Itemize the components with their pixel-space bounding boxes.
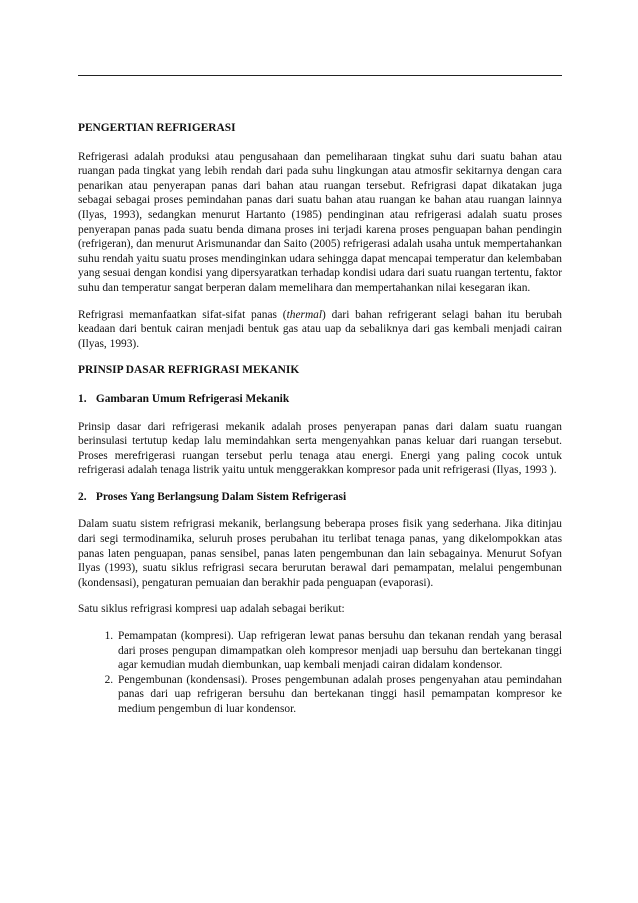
intro-paragraph-2 [78,308,562,352]
subsection-heading-1 [78,392,562,407]
intro-paragraph-2-end: ) dari bahan refrigerant selagi bahan itu berubah keadaan dari bentuk cairan menjadi bentuk gas atau uap da sebaliknya dari gas kembali menjadi cairan (Ilyas, 1993). [78,308,562,350]
document-body [78,121,562,717]
cycle-list-intro: Satu siklus refrigrasi kompresi uap adalah sebagai berikut: [78,603,345,616]
list-item: 2. Pengembunan (kondensasi). Proses pengembunan adalah proses pengenyahan atau pemindahan panas dari uap refrigeran bersuhu dan bertekanan tinggi hasil pemampatan kompresor ke medium pengembun di luar kondensor. [116,673,562,717]
section-title-mechanical: PRINSIP DASAR REFRIGRASI MEKANIK [78,364,300,377]
subsection-number-1: 1. [78,392,87,405]
subsection-number-2: 2. [78,490,87,503]
subsection-heading-2 [78,490,562,505]
intro-paragraph-2-start: Refrigrasi memanfaatkan sifat-sifat panas ( [78,308,287,321]
list-item: 1. Pemampatan (kompresi). Uap refrigeran lewat panas bersuhu dan tekanan rendah yang berasal dari proses pengupan dimampatkan oleh kompresor menjadi uap bersuhu dan bertekanan tinggi agar kemudian mudah diembunkan, uap kembali menjadi cairan didalam kondensor. [116,629,562,673]
cycle-steps-list [78,629,562,717]
header-rule [78,75,562,76]
subsection-title-2: Proses Yang Berlangsung Dalam Sistem Refrigerasi [95,490,347,503]
intro-paragraph-1: Refrigerasi adalah produksi atau pengusahaan dan pemeliharaan tingkat suhu dari suatu bahan atau ruangan pada tingkat yang lebih rendah dari pada suhu lingkungan atau atmosfir sekitarnya dengan cara penarikan atau penyerapan panas dari bahan atau ruangan tersebut. Refrigrasi dapat dikatakan juga sebagai sebagai proses pemindahan panas dari suatu bahan atau ruangan ke bahan atau ruangan lainnya (Ilyas, 1993), sedangkan menurut Hartanto (1985) pendinginan atau refrigerasi adalah suatu proses penyerapan panas pada suatu benda dimana proses ini terjadi karena proses penguapan bahan pendingin (refrigeran), dan menurut Arismunandar dan Saito (2005) refrigerasi adalah usaha untuk mempertahankan suhu rendah yaitu suatu proses mendinginkan udara sehingga dapat mencapai temperatur dan kelembaban yang sesuai dengan kondisi yang dipersyaratkan terhadap kondisi udara dari suatu ruangan tertentu, faktor suhu dan temperatur sangat berperan dalam memelihara dan mempertahankan nilai kesegaran ikan. [78,150,562,294]
subsection-paragraph-1: Prinsip dasar dari refrigerasi mekanik adalah proses penyerapan panas dari dalam suatu ruangan berinsulasi tertutup kedap lalu memindahkan serta mengenyahkan panas keluar dari ruangan tersebut. Proses merefrigerasi ruangan tersebut perlu tenaga atau energi. Energi yang paling cocok untuk refrigerasi adalah tenaga listrik yaitu untuk menggerakkan kompresor pada unit refrigerasi (Ilyas, 1993 ). [78,420,562,477]
subsection-title-1: Gambaran Umum Refrigerasi Mekanik [95,392,290,405]
thermal-term: thermal [286,308,323,321]
subsection-paragraph-2: Dalam suatu sistem refrigrasi mekanik, berlangsung beberapa proses fisik yang sederhana. Jika ditinjau dari segi termodinamika, seluruh proses perubahan itu terlibat tenaga panas, yang dikelompokkan atas panas laten penguapan, panas sensibel, panas laten pengembunan dan lain sebagainya. Menurut Sofyan Ilyas (1993), suatu siklus refrigrasi secara berurutan berawal dari pemampatan, melalui pengembunan (kondensasi), pengaturan pemuaian dan berakhir pada penguapan (evaporasi). [78,518,562,589]
section-title: PENGERTIAN REFRIGERASI [78,122,236,134]
